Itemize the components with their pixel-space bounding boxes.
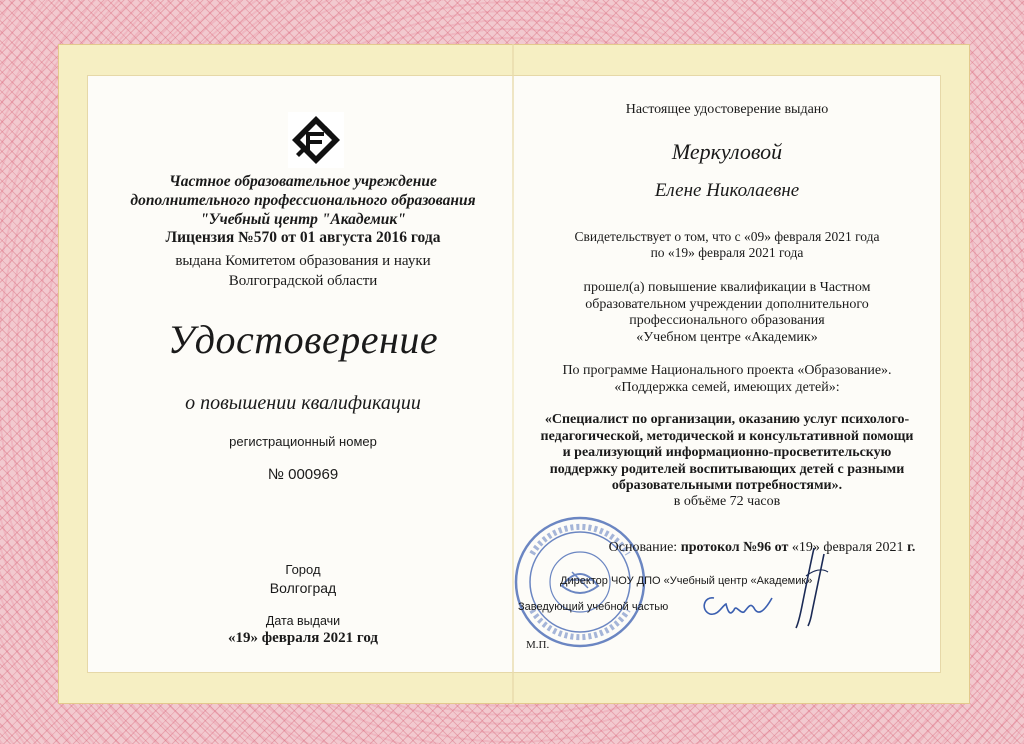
course-line: образовательными потребностями». <box>611 478 843 493</box>
statement-line: профессионального образования <box>629 313 825 328</box>
course-title <box>512 412 942 495</box>
head-of-studies-title: Заведующий учебной частью <box>518 601 669 613</box>
statement-line: образовательном учреждении дополнительного <box>585 296 869 312</box>
org-line: Частное образовательное учреждение <box>169 173 437 190</box>
basis-date: «19» февраля 2021 <box>791 540 904 555</box>
issuer-line: выдана Комитетом образования и науки <box>175 253 431 269</box>
program-line: По программе Национального проекта «Образование». <box>562 363 892 378</box>
seal-place-label: М.П. <box>526 639 550 651</box>
organization-name <box>98 172 508 229</box>
org-line: дополнительного профессионального образования <box>130 192 476 209</box>
course-line: и реализующий информационно-просветительскую <box>562 445 892 460</box>
basis-protocol: протокол №96 от <box>680 540 789 555</box>
registration-label: регистрационный номер <box>229 434 377 449</box>
city-label: Город <box>285 562 321 577</box>
training-statement <box>512 280 942 346</box>
director-title: Директор ЧОУ ДПО «Учебный центр «Академик» <box>560 575 813 587</box>
certificate-title: Удостоверение <box>167 317 439 362</box>
course-line: поддержку родителей воспитывающих детей с разными <box>549 461 905 477</box>
head-signature-icon <box>696 590 776 624</box>
dates-line: по «19» февраля 2021 года <box>650 245 804 260</box>
program-info <box>512 363 942 396</box>
course-line: педагогической, методической и консультативной помощи <box>540 428 914 444</box>
left-page <box>88 0 512 744</box>
recipient-surname: Меркуловой <box>671 139 783 164</box>
license-info: Лицензия №570 от 01 августа 2016 года <box>165 229 441 246</box>
license-issuer <box>98 251 508 291</box>
statement-line: «Учебном центре «Академик» <box>636 329 818 345</box>
right-page <box>512 0 940 744</box>
dates-line: Свидетельствует о том, что с «09» февраля 2021 года <box>574 229 880 244</box>
basis-line <box>582 540 942 556</box>
issue-date-label: Дата выдачи <box>265 614 341 628</box>
statement-line: прошел(а) повышение квалификации в Частном <box>583 280 871 295</box>
basis-year-suffix: г. <box>907 540 916 555</box>
registration-number: № 000969 <box>267 466 339 483</box>
certificate-subtitle: о повышении квалификации <box>185 392 421 414</box>
org-line: "Учебный центр "Академик" <box>200 211 406 228</box>
issued-to-label: Настоящее удостоверение выдано <box>625 102 829 117</box>
training-dates <box>512 229 942 261</box>
basis-prefix: Основание: <box>608 540 678 555</box>
course-line: «Специалист по организации, оказанию услуг психолого- <box>544 412 910 427</box>
academic-center-logo-icon <box>286 110 346 170</box>
recipient-given-names: Елене Николаевне <box>654 180 800 201</box>
course-volume: в объёме 72 часов <box>673 494 781 509</box>
program-line: «Поддержка семей, имеющих детей»: <box>614 379 840 395</box>
issuer-line: Волгоградской области <box>228 273 378 289</box>
director-signature-icon <box>784 546 834 630</box>
city-value: Волгоград <box>269 580 337 596</box>
issue-date-value: «19» февраля 2021 год <box>228 630 378 646</box>
